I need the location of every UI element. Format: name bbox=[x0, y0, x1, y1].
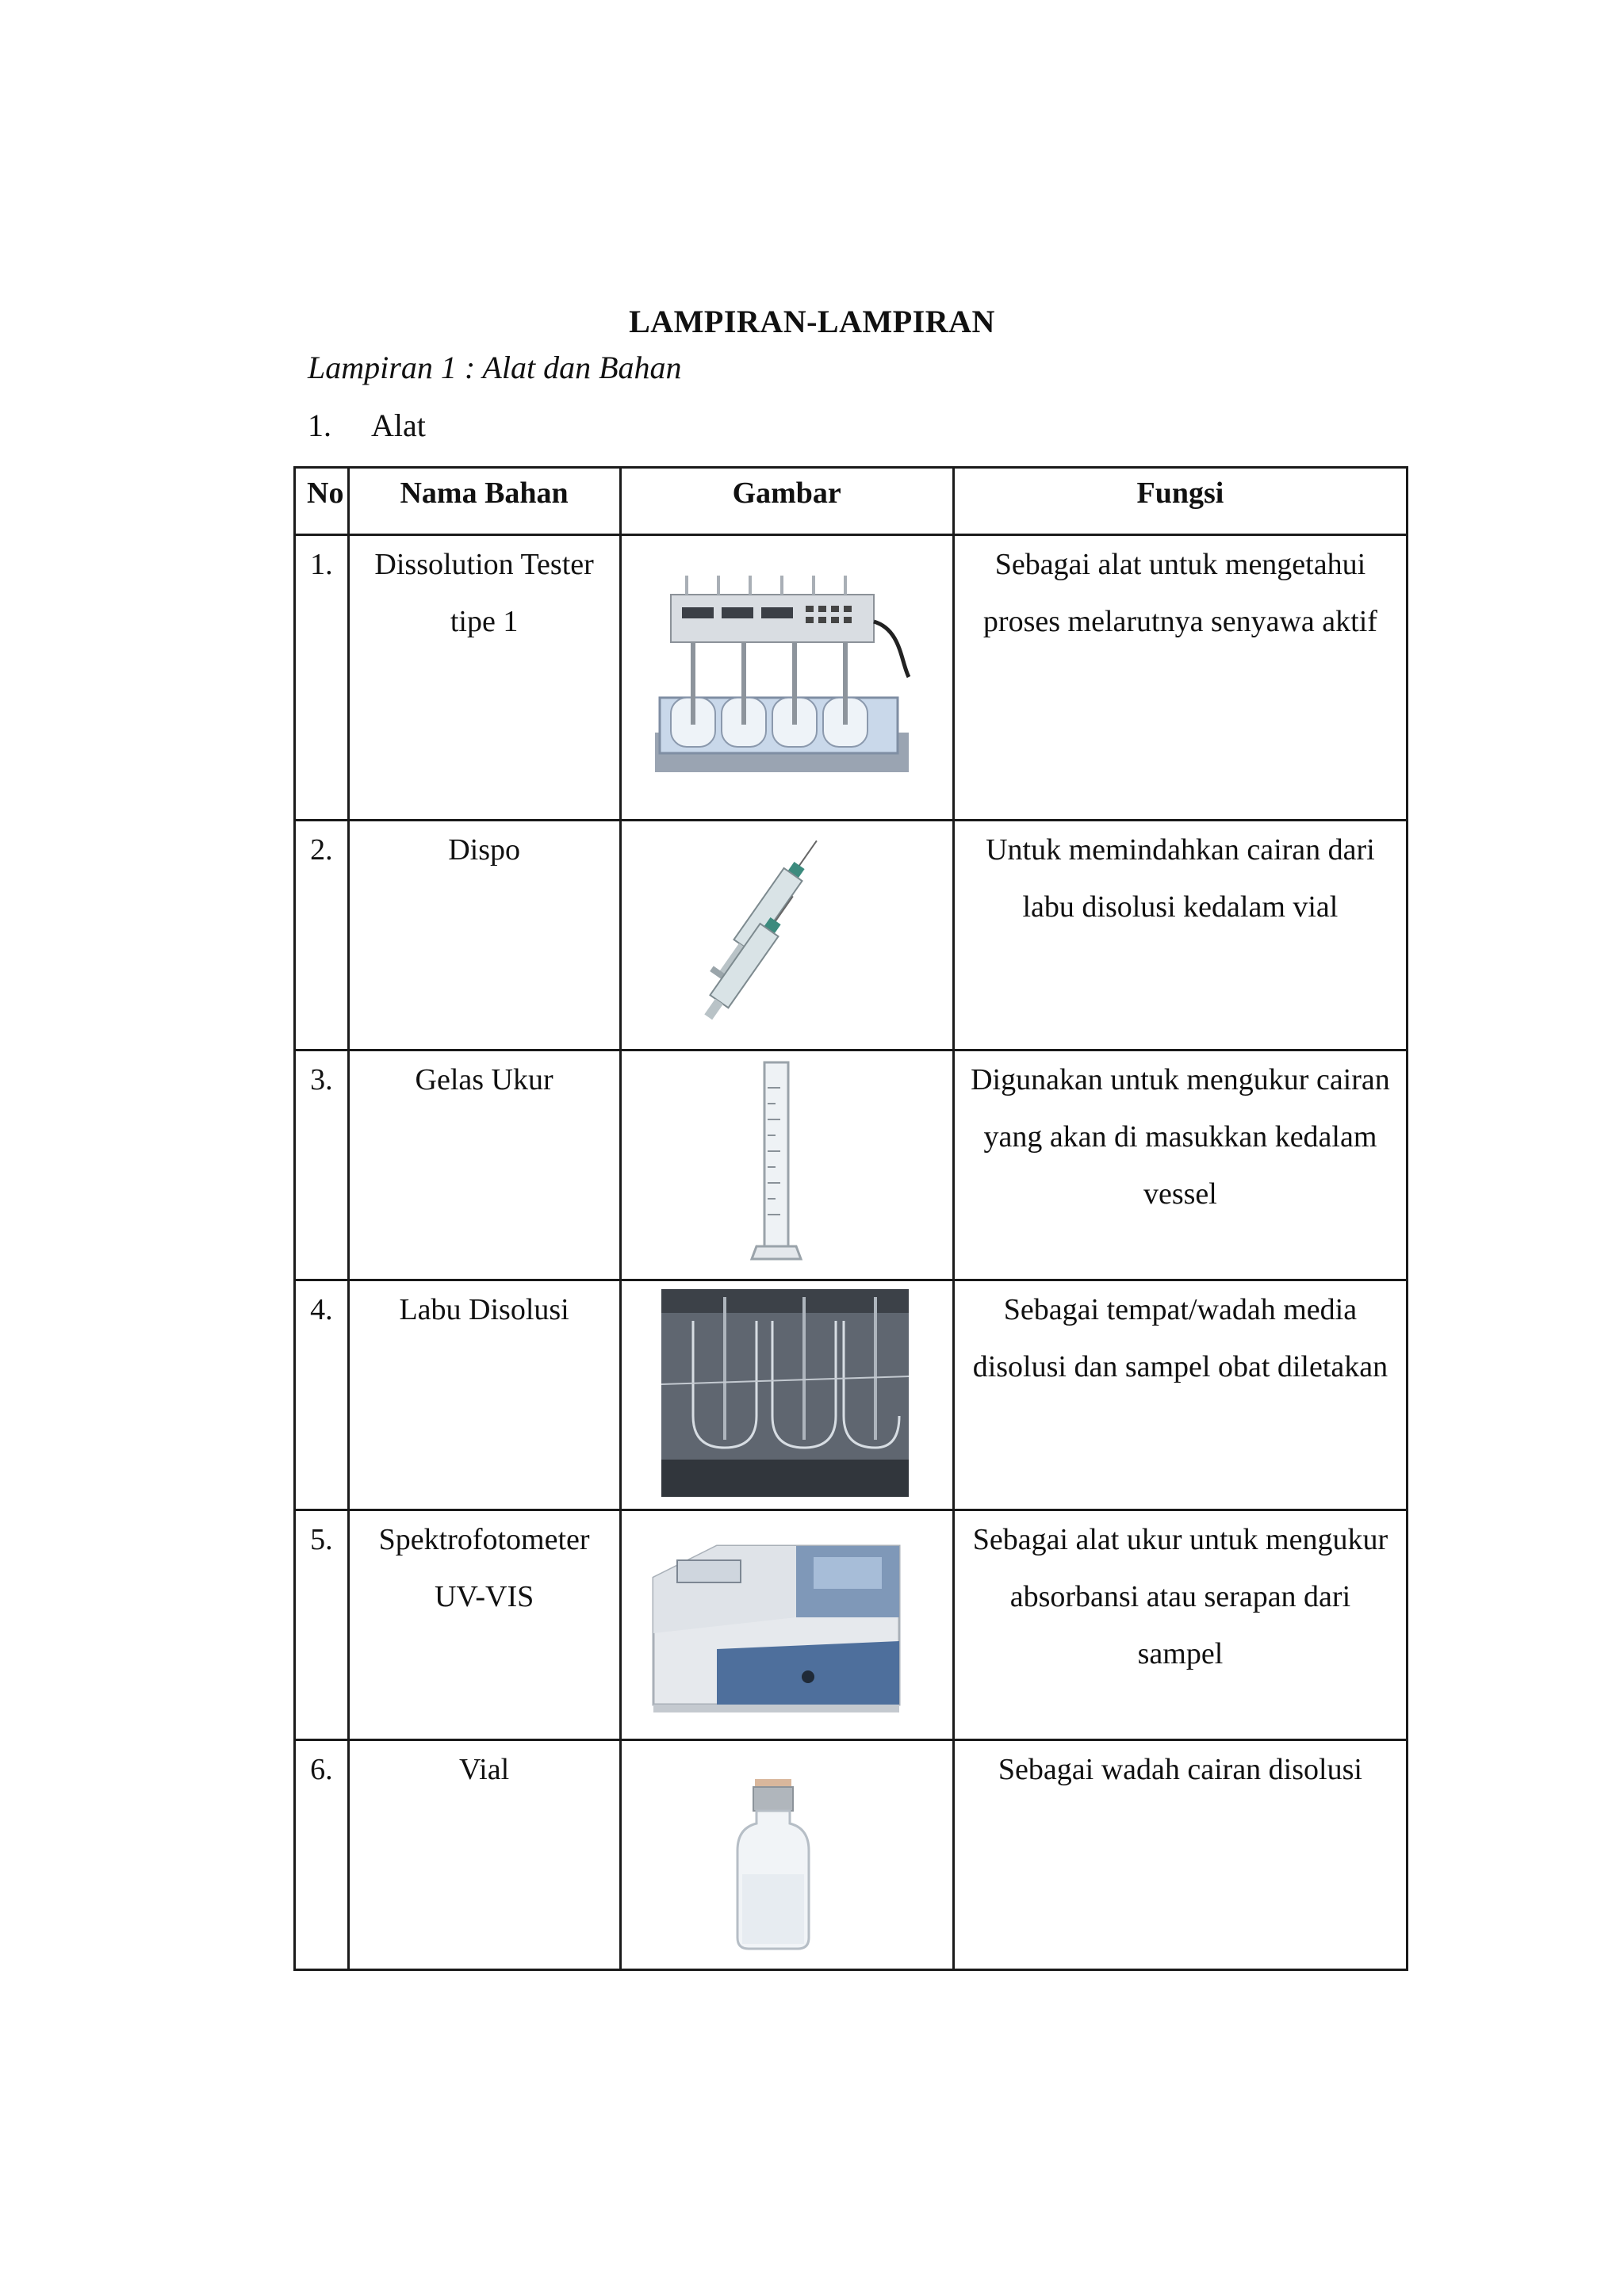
table-row bbox=[295, 1280, 1408, 1510]
section-label: Alat bbox=[371, 408, 426, 443]
table-row bbox=[295, 1050, 1408, 1280]
header-gambar: Gambar bbox=[620, 468, 953, 535]
equipment-table bbox=[293, 466, 1408, 1971]
graduated-cylinder-photo bbox=[749, 1056, 804, 1270]
spectrophotometer-photo bbox=[638, 1522, 915, 1730]
row-image-cell bbox=[620, 1740, 953, 1970]
row-name: Vial bbox=[348, 1740, 620, 1970]
row-name: Dissolution Tester tipe 1 bbox=[348, 535, 620, 821]
header-no: No bbox=[295, 468, 349, 535]
row-image-cell bbox=[620, 1050, 953, 1280]
row-image-cell bbox=[620, 1510, 953, 1740]
page-title: LAMPIRAN-LAMPIRAN bbox=[629, 304, 995, 339]
row-image-cell bbox=[620, 821, 953, 1050]
table-row bbox=[295, 1510, 1408, 1740]
row-function: Sebagai alat untuk mengetahui proses melarutnya senyawa aktif bbox=[953, 535, 1407, 821]
row-function: Sebagai tempat/wadah media disolusi dan sampel obat diletakan bbox=[953, 1280, 1407, 1510]
header-fungsi: Fungsi bbox=[953, 468, 1407, 535]
row-function: Sebagai wadah cairan disolusi bbox=[953, 1740, 1407, 1970]
dissolution-tester-photo bbox=[639, 558, 917, 796]
table-row bbox=[295, 1740, 1408, 1970]
dissolution-flask-photo bbox=[661, 1289, 909, 1497]
vial-photo bbox=[730, 1779, 817, 1954]
row-name: Dispo bbox=[348, 821, 620, 1050]
row-number: 2. bbox=[295, 821, 349, 1050]
table-row bbox=[295, 821, 1408, 1050]
header-nama-bahan: Nama Bahan bbox=[348, 468, 620, 535]
syringe-photo bbox=[701, 829, 875, 1035]
row-image-cell bbox=[620, 1280, 953, 1510]
row-function: Untuk memindahkan cairan dari labu disolusi kedalam vial bbox=[953, 821, 1407, 1050]
appendix-subtitle: Lampiran 1 : Alat dan Bahan bbox=[308, 350, 682, 385]
row-number: 3. bbox=[295, 1050, 349, 1280]
row-name: Labu Disolusi bbox=[348, 1280, 620, 1510]
row-image-cell bbox=[620, 535, 953, 821]
row-number: 6. bbox=[295, 1740, 349, 1970]
section-heading bbox=[308, 407, 426, 444]
row-name: Spektrofotometer UV-VIS bbox=[348, 1510, 620, 1740]
row-name: Gelas Ukur bbox=[348, 1050, 620, 1280]
row-number: 4. bbox=[295, 1280, 349, 1510]
table-row bbox=[295, 535, 1408, 821]
row-function: Sebagai alat ukur untuk mengukur absorbansi atau serapan dari sampel bbox=[953, 1510, 1407, 1740]
row-number: 5. bbox=[295, 1510, 349, 1740]
section-number: 1. bbox=[308, 408, 331, 443]
row-function: Digunakan untuk mengukur cairan yang akan di masukkan kedalam vessel bbox=[953, 1050, 1407, 1280]
row-number: 1. bbox=[295, 535, 349, 821]
table-header-row bbox=[295, 468, 1408, 535]
